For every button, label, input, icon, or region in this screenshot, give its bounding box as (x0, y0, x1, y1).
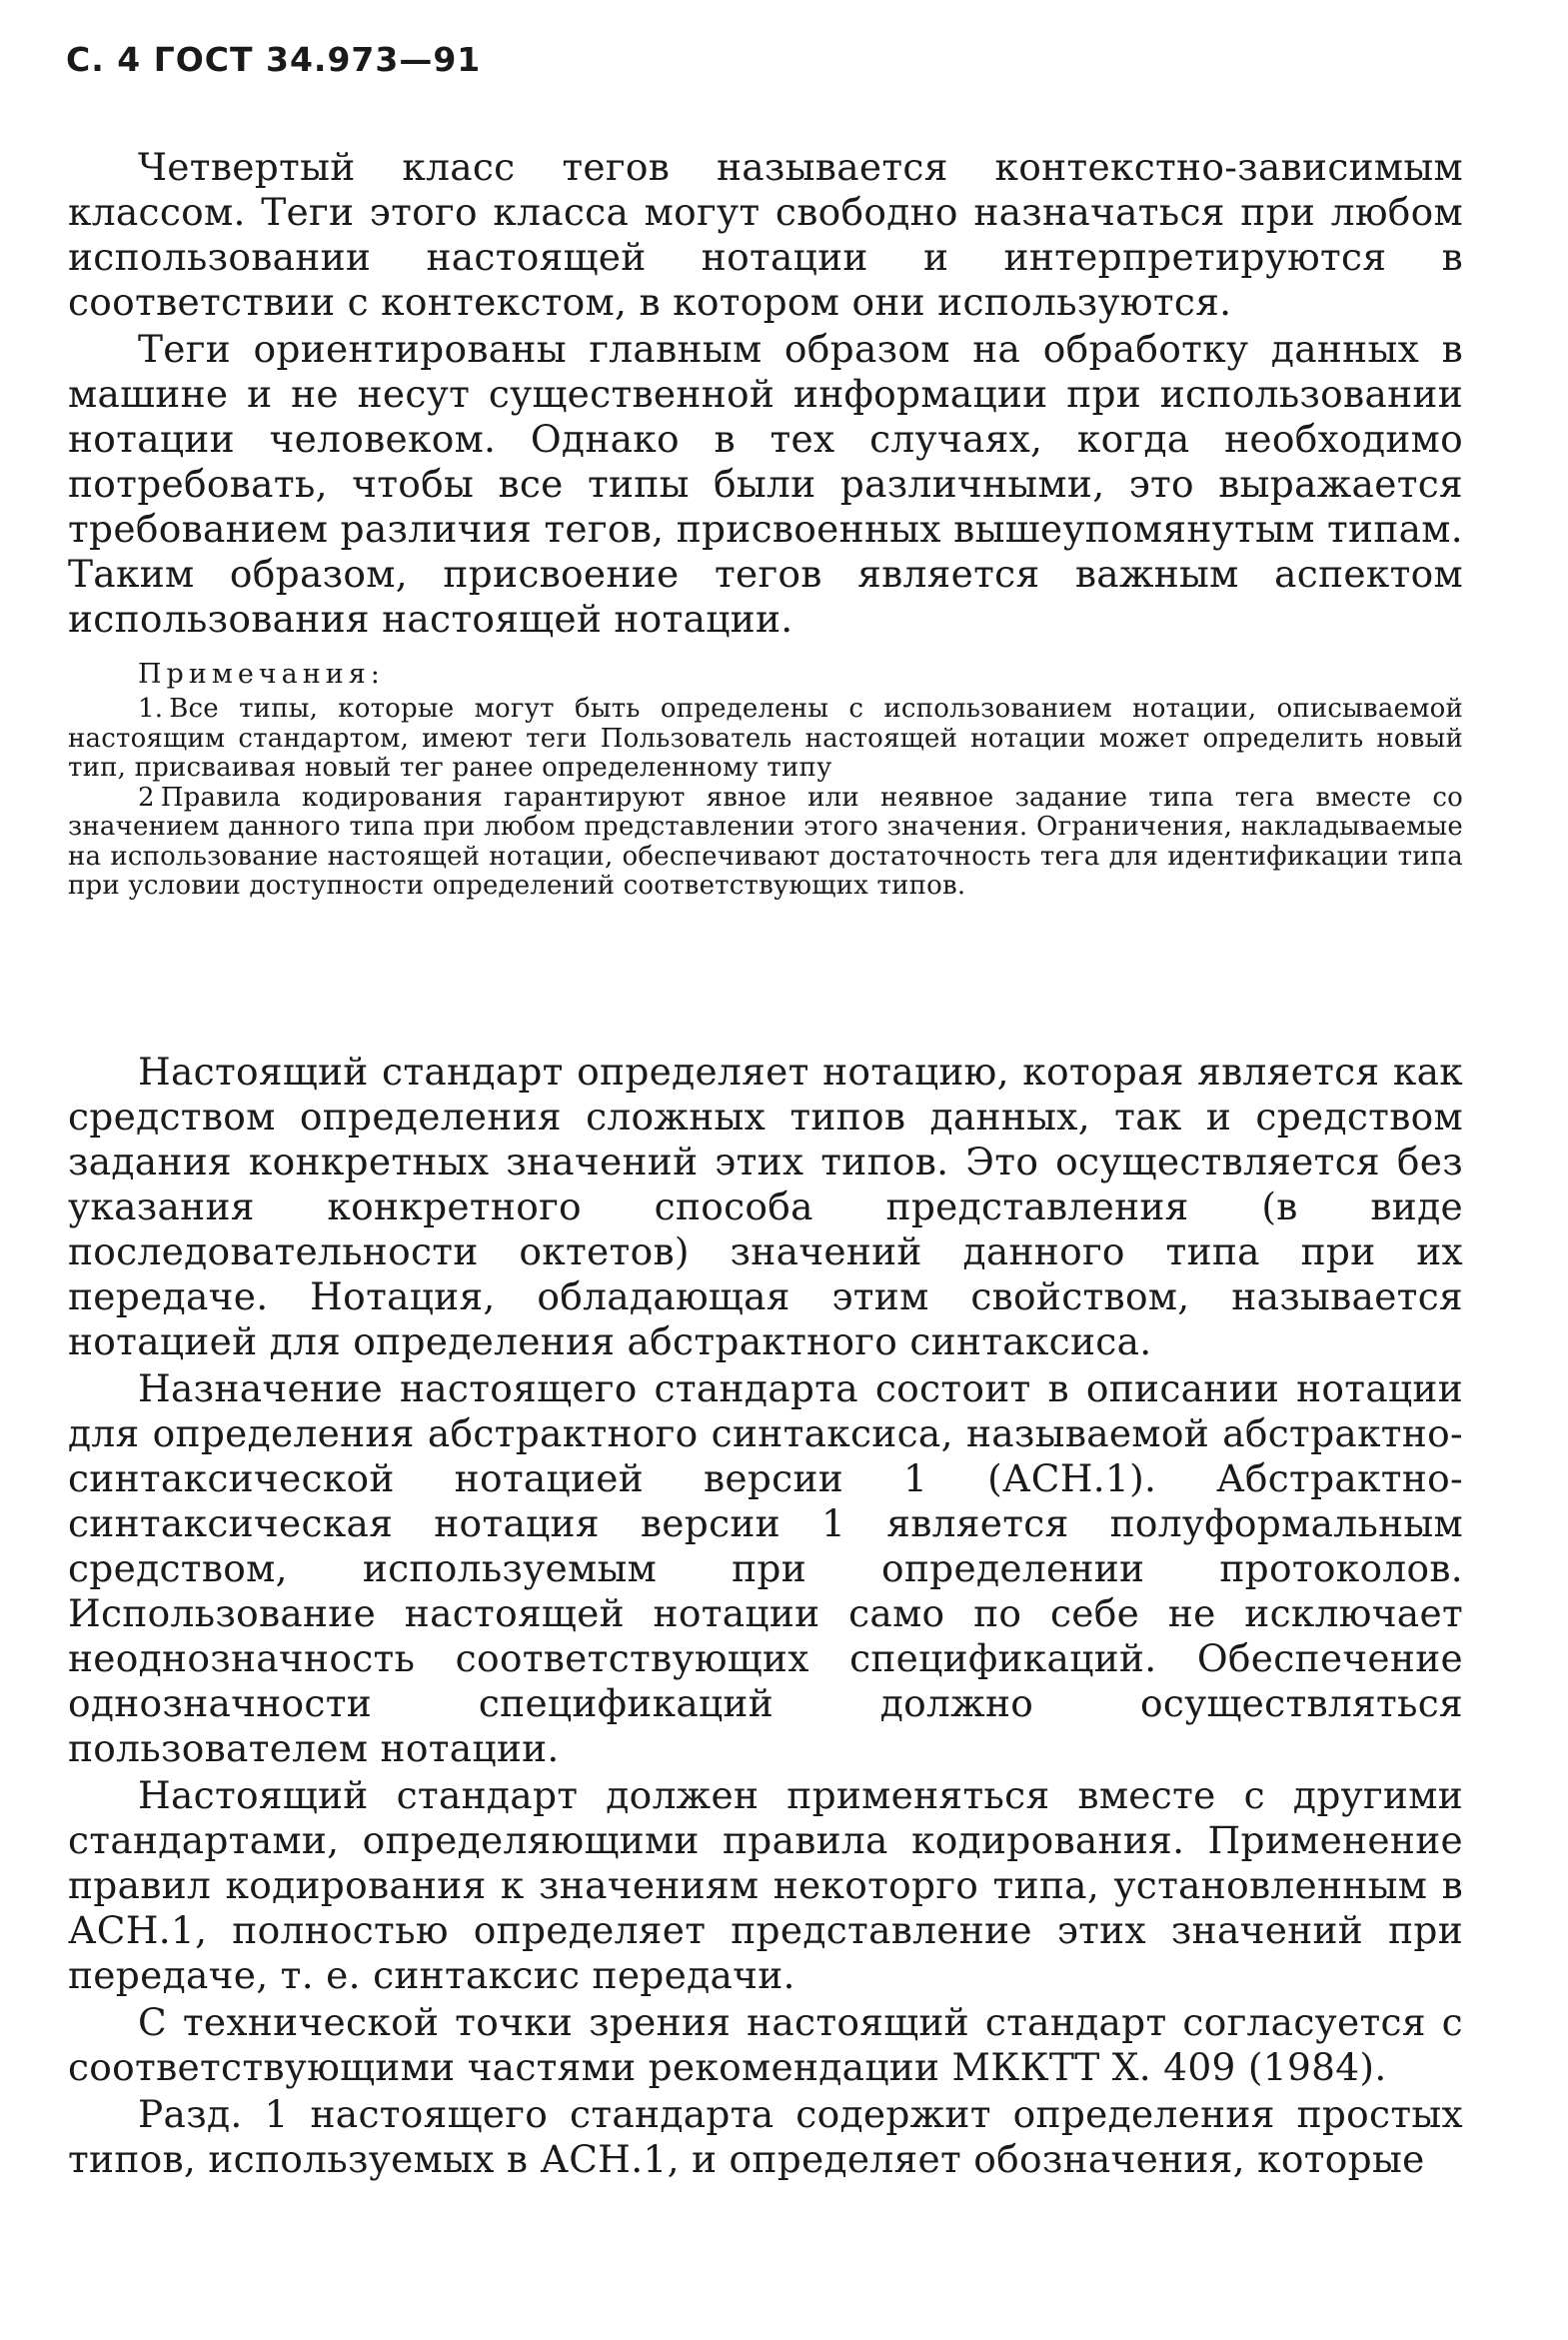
note-item (68, 784, 1463, 902)
paragraph: Четвертый класс тегов называется контекстно-зависимым классом. Теги этого класса могут свободно назначаться при любом использовании настоящей нотации и интерпретируются в соответствии с контекстом, в котором они используются. (68, 145, 1463, 324)
note-text: Все типы, которые могут быть определены с использованием нотации, описываемой настоящим стандартом, имеют теги Пользователь настоящей нотации может определить новый тип, присваивая новый тег ранее определенному типу (68, 694, 1463, 783)
paragraph: Теги ориентированы главным образом на обработку данных в машине и не несут существенной информации при использовании нотации человеком. Однако в тех случаях, когда необходимо потребовать, чтобы все типы были различными, это выражается требованием различия тегов, присвоенных вышеупомянутым типам. Таким образом, присвоение тегов является важным аспектом использования настоящей нотации. (68, 327, 1463, 641)
notes-title: Примечания: (138, 659, 385, 690)
note-number: 2 (138, 782, 155, 813)
note-item (68, 695, 1463, 784)
body-section-2 (68, 1050, 1463, 2182)
paragraph: С технической точки зрения настоящий стандарт согласуется с соответствующими частями рекомендации МККТТ Х. 409 (1984). (68, 2000, 1463, 2089)
note-number: 1. (138, 694, 164, 724)
page-header: С. 4 ГОСТ 34.973—91 (66, 40, 482, 79)
note-text: Правила кодирования гарантируют явное или неявное задание типа тега вместе со значением данного типа при любом представлении этого значения. Ограничения, накладываемые на использование настоящей нотации, обеспечивают достаточность тега для идентификации типа при условии доступности определений соответствующих типов. (68, 782, 1463, 901)
notes-section (68, 658, 1463, 902)
body-section-1 (68, 145, 1463, 642)
paragraph: Назначение настоящего стандарта состоит в описании нотации для определения абстрактного синтаксиса, называемой абстрактно-синтаксической нотацией версии 1 (АСН.1). Абстрактно-синтаксическая нотация версии 1 является полуформальным средством, используемым при определении протоколов. Использование настоящей нотации само по себе не исключает неоднозначность соответствующих спецификаций. Обеспечение однозначности спецификаций должно осуществляться пользователем нотации. (68, 1366, 1463, 1770)
paragraph: Настоящий стандарт должен применяться вместе с другими стандартами, определяющими правила кодирования. Применение правил кодирования к значениям некоторго типа, установленным в АСН.1, полностью определяет представление этих значений при передаче, т. е. синтаксис передачи. (68, 1773, 1463, 1997)
paragraph: Разд. 1 настоящего стандарта содержит определения простых типов, используемых в АСН.1, и определяет обозначения, которые (68, 2092, 1463, 2181)
paragraph: Настоящий стандарт определяет нотацию, которая является как средством определения сложных типов данных, так и средством задания конкретных значений этих типов. Это осуществляется без указания конкретного способа представления (в виде последовательности октетов) значений данного типа при их передаче. Нотация, обладающая этим свойством, называется нотацией для определения абстрактного синтаксиса. (68, 1050, 1463, 1363)
